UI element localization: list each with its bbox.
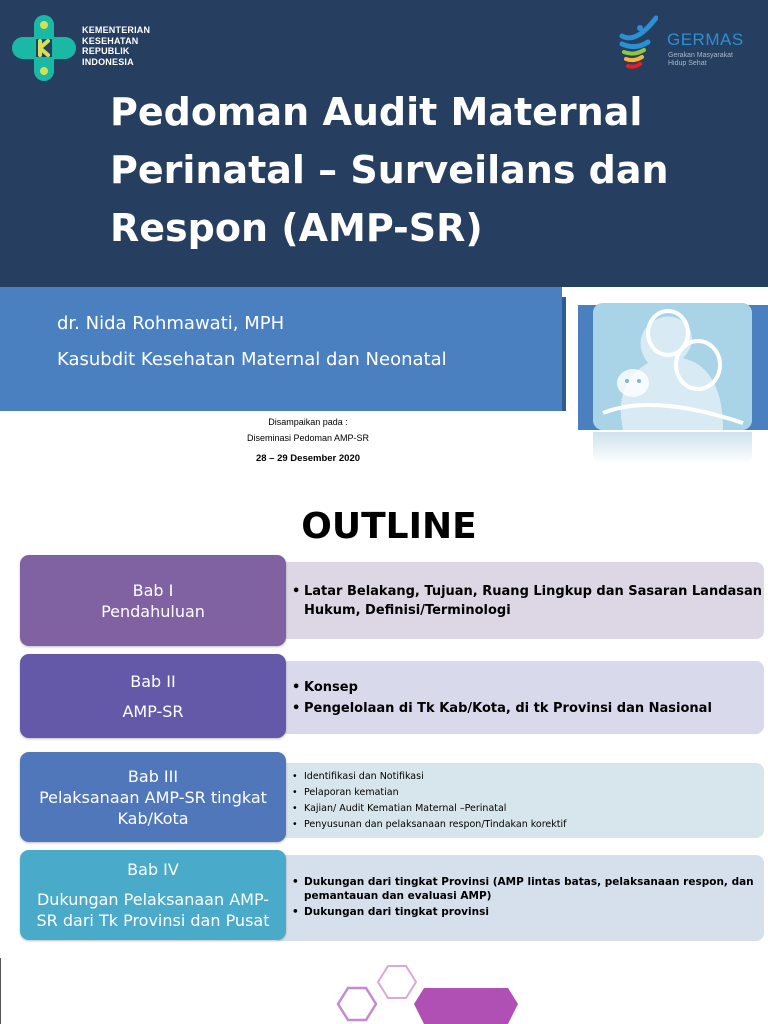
germas-logo-icon (618, 14, 658, 76)
bullet-item: • Konsep (292, 677, 764, 698)
germas-wordmark: GERMAS (667, 30, 744, 49)
chapter-description (272, 562, 764, 639)
chapter-label-box (20, 654, 286, 738)
bullet-item: • Pelaporan kematian (292, 785, 764, 801)
outline-title: OUTLINE (301, 506, 477, 547)
title-slide (0, 0, 768, 480)
bullet-item: • Kajian/ Audit Kematian Maternal –Perinatal (292, 801, 764, 817)
bullet-item: • Dukungan dari tingkat provinsi (292, 906, 764, 920)
outline-slide (0, 480, 768, 1024)
bullet-list (292, 582, 764, 620)
event-date: 28 – 29 Desember 2020 (255, 453, 361, 464)
bullet-item: • Dukungan dari tingkat Provinsi (AMP lintas batas, pelaksanaan respon, dan pemantauan dan evaluasi AMP) (292, 876, 764, 903)
chapter-number: Bab II (130, 671, 176, 691)
hexagon-decoration-icon (0, 964, 768, 1024)
chapter-number: Bab I (132, 580, 174, 600)
chapter-description (272, 763, 764, 838)
title-line: Perinatal – Surveilans dan (110, 148, 669, 192)
bullet-item: • Penyusunan dan pelaksanaan respon/Tindakan korektif (292, 817, 764, 833)
title-line: Respon (AMP-SR) (110, 206, 483, 250)
presentation-title (110, 83, 730, 257)
chapter-name: Pelaksanaan AMP-SR tingkat (39, 787, 267, 807)
ministry-name (82, 25, 150, 67)
chapter-label-box (20, 752, 286, 842)
ministry-name-line: KEMENTERIAN (82, 25, 151, 35)
bullet-list (292, 769, 764, 833)
chapter-label-box (20, 850, 286, 940)
bullet-list (292, 677, 764, 719)
chapter-description (272, 661, 764, 734)
bullet-list (292, 876, 764, 920)
ministry-name-line: REPUBLIK (82, 46, 130, 56)
chapter-number: Bab IV (127, 860, 179, 879)
kemenkes-logo-icon (12, 15, 76, 81)
chapter-name: SR dari Tk Provinsi dan Pusat (36, 911, 270, 930)
presenter-name: dr. Nida Rohmawati, MPH (57, 313, 285, 334)
title-line: Pedoman Audit Maternal (110, 90, 643, 134)
chapter-name: Kab/Kota (117, 808, 189, 828)
chapter-name: Pendahuluan (101, 601, 205, 621)
chapter-label-box (20, 555, 286, 646)
ministry-name-line: INDONESIA (82, 56, 134, 67)
bullet-item: • Pengelolaan di Tk Kab/Kota, di tk Provinsi dan Nasional (292, 698, 764, 719)
chapter-description (272, 855, 764, 941)
bullet-item: • Latar Belakang, Tujuan, Ruang Lingkup dan Sasaran Landasan Hukum, Definisi/Terminologi (292, 582, 764, 620)
presenter-role: Kasubdit Kesehatan Maternal dan Neonatal (57, 349, 447, 370)
ministry-name-line: KESEHATAN (82, 35, 139, 46)
event-name: Diseminasi Pedoman AMP-SR (246, 433, 370, 443)
bullet-item: • Identifikasi dan Notifikasi (292, 769, 764, 785)
chapter-name: AMP-SR (122, 701, 184, 721)
event-intro: Disampaikan pada : (268, 417, 348, 427)
mother-and-baby-illustration-icon (593, 303, 752, 430)
photo-reflection (593, 432, 752, 464)
germas-tagline: Gerakan Masyarakat Hidup Sehat (668, 52, 733, 67)
chapter-number: Bab III (127, 766, 179, 786)
chapter-name: Dukungan Pelaksanaan AMP- (36, 890, 270, 909)
